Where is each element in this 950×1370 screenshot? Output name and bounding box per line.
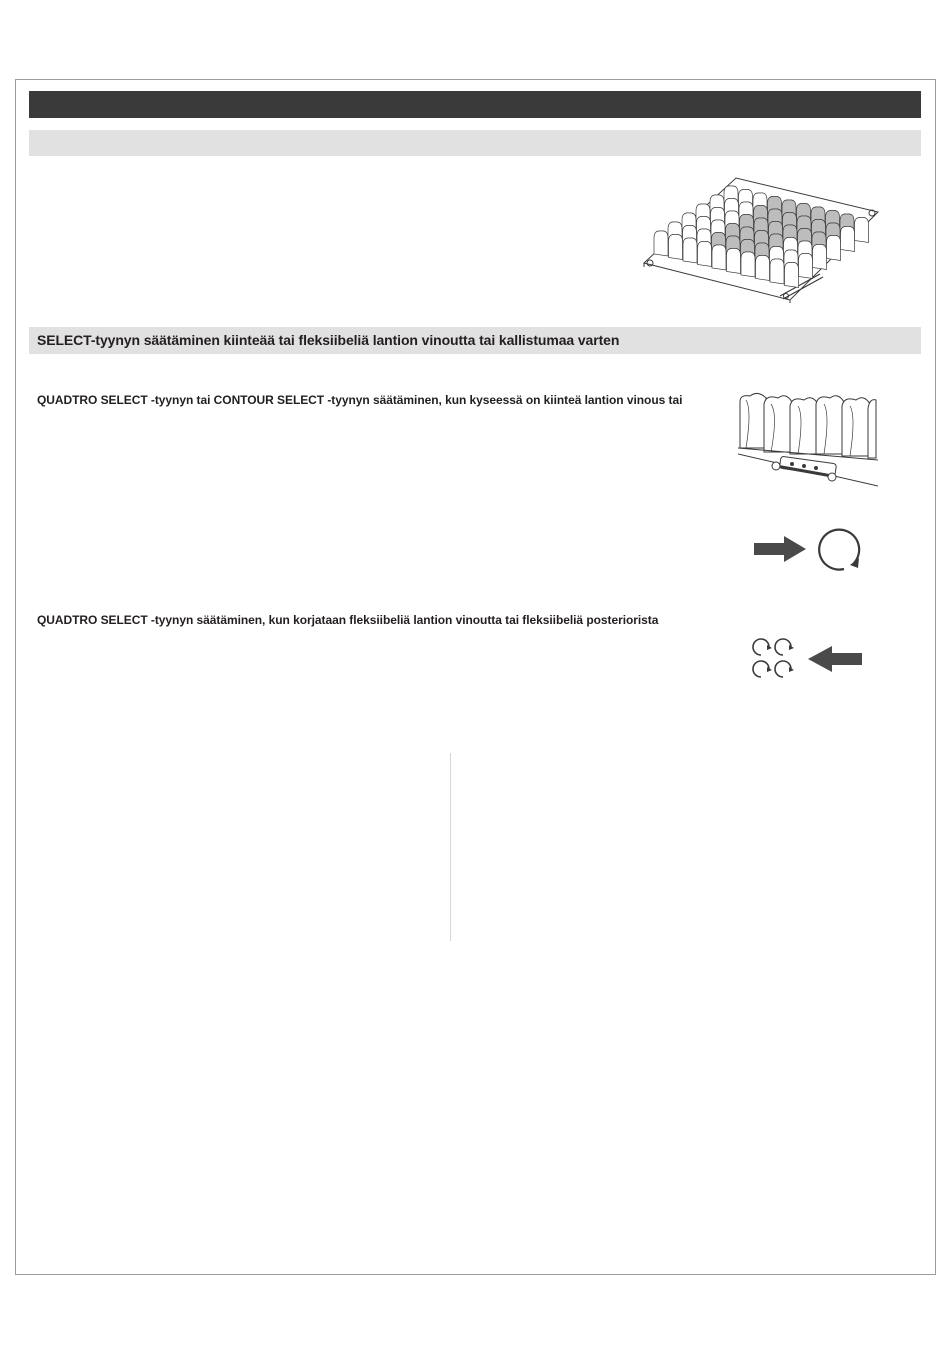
cushion-cell <box>712 245 726 270</box>
cushion-cell <box>855 217 869 242</box>
cushion-cell <box>654 231 668 256</box>
cushion-cell <box>770 259 784 284</box>
arrow-right-to-single-rotation-icon <box>750 525 866 573</box>
cushion-valve-closeup-illustration <box>738 392 878 488</box>
cushion-cell <box>727 248 741 273</box>
cushion-cell <box>841 226 855 251</box>
section-title: SELECT-tyynyn säätäminen kiinteää tai fleksiibeliä lantion vinoutta tai kallistumaa varten <box>37 332 620 348</box>
subheader-bar <box>29 130 921 156</box>
cushion-cell <box>741 252 755 277</box>
cushion-cell <box>799 253 813 278</box>
chapter-header-bar <box>29 91 921 118</box>
cushion-cell <box>813 244 827 269</box>
subsection-heading-flexible: QUADTRO SELECT -tyynyn säätäminen, kun korjataan fleksiibeliä lantion vinoutta tai fleksiibeliä posteriorista <box>37 613 659 627</box>
four-rotations-with-arrow-left-icon <box>750 635 866 683</box>
air-cushion-illustration <box>640 168 880 303</box>
cushion-cell <box>785 262 799 287</box>
cushion-cell <box>669 234 683 259</box>
section-header-bar <box>29 327 921 354</box>
cushion-cell <box>698 241 712 266</box>
cushion-cell <box>683 238 697 263</box>
subsection-heading-fixed: QUADTRO SELECT -tyynyn tai CONTOUR SELECT -tyynyn säätäminen, kun kyseessä on kiinteä lantion vinous tai <box>37 393 683 407</box>
cushion-cell <box>827 235 841 260</box>
column-divider <box>450 753 451 941</box>
cushion-cell <box>756 255 770 280</box>
